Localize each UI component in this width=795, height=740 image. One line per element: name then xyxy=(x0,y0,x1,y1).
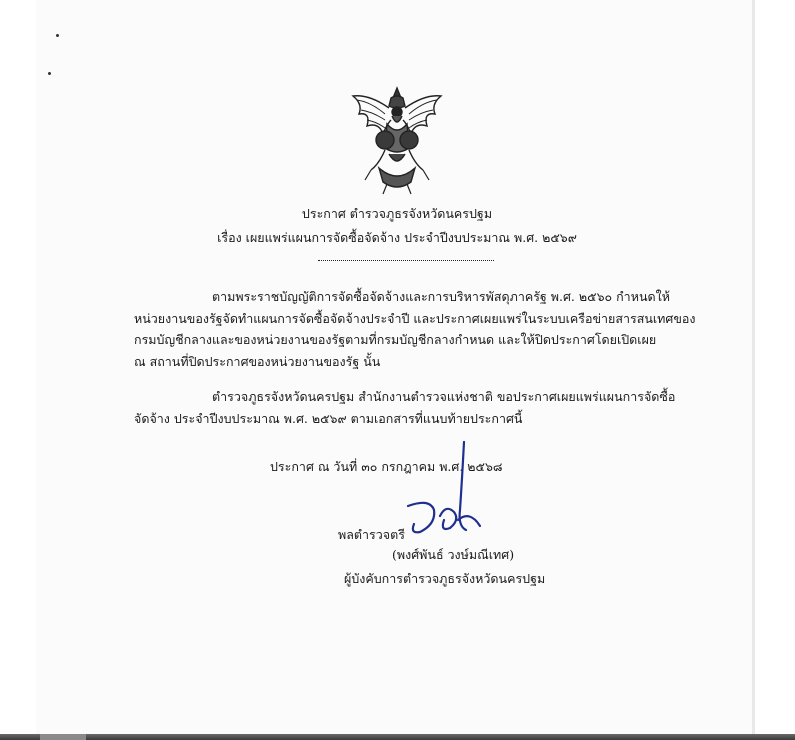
handwritten-signature-icon xyxy=(400,440,490,540)
announcement-date: ประกาศ ณ วันที่ ๓๐ กรกฎาคม พ.ศ. ๒๕๖๘ xyxy=(270,459,503,474)
paragraph-1 xyxy=(134,286,696,372)
signatory-position: ผู้บังคับการตำรวจภูธรจังหวัดนครปฐม xyxy=(344,571,546,586)
paragraph-2 xyxy=(134,386,680,429)
announcement-subject: เรื่อง เผยแพร่แผนการจัดซื้อจัดจ้าง ประจำปีงบประมาณ พ.ศ. ๒๕๖๙ xyxy=(217,230,577,245)
paragraph-line: หน่วยงานของรัฐจัดทำแผนการจัดซื้อจัดจ้างประจำปี และประกาศเผยแพร่ในระบบเครือข่ายสารสนเทศของ xyxy=(134,310,696,326)
paragraph-line: ณ สถานที่ปิดประกาศของหน่วยงานของรัฐ นั้น xyxy=(134,353,381,369)
scan-speck xyxy=(56,34,59,37)
announcement-title: ประกาศ ตำรวจภูธรจังหวัดนครปฐม xyxy=(301,206,493,221)
garuda-emblem-icon xyxy=(349,84,445,196)
horizontal-scrollbar[interactable] xyxy=(0,734,795,740)
signatory-rank: พลตำรวจตรี xyxy=(338,527,405,542)
paragraph-line: ตำรวจภูธรจังหวัดนครปฐม สำนักงานตำรวจแห่งชาติ ขอประกาศเผยแพร่แผนการจัดซื้อ xyxy=(212,389,676,404)
page-edge xyxy=(752,0,755,734)
paragraph-line: จัดจ้าง ประจำปีงบประมาณ พ.ศ. ๒๕๖๙ ตามเอกสารที่แนบท้ายประกาศนี้ xyxy=(134,410,523,426)
scan-speck xyxy=(48,72,51,75)
paragraph-line: ตามพระราชบัญญัติการจัดซื้อจัดจ้างและการบริหารพัสดุภาครัฐ พ.ศ. ๒๕๖๐ กำหนดให้ xyxy=(212,289,670,304)
paragraph-line: กรมบัญชีกลางและของหน่วยงานของรัฐตามที่กรมบัญชีกลางกำหนด และให้ปิดประกาศโดยเปิดเผย xyxy=(134,332,657,347)
dotted-divider xyxy=(318,260,494,261)
scrollbar-thumb[interactable] xyxy=(40,734,86,740)
signatory-name: (พงศ์พันธ์ วงษ์มณีเทศ) xyxy=(392,547,515,562)
